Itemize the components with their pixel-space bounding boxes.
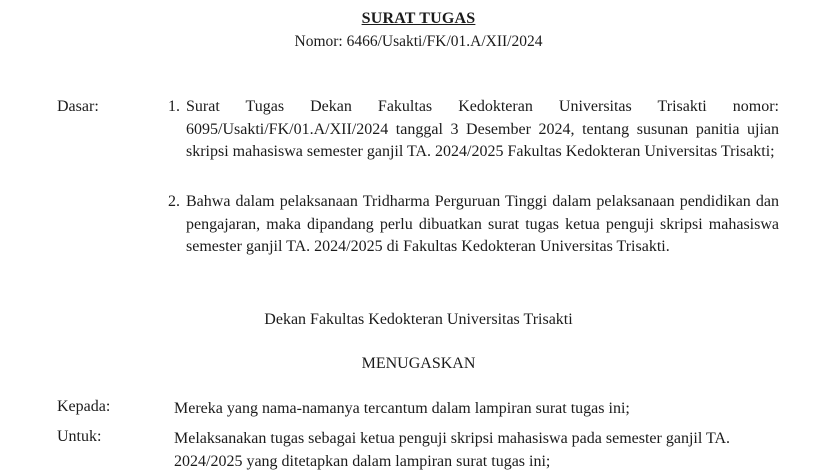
untuk-label: Untuk:	[57, 428, 102, 445]
untuk-text: Melaksanakan tugas sebagai ketua penguji skripsi mahasiswa pada semester ganjil TA. 2024/2025 yang ditetapkan dalam lampiran surat tugas ini;	[174, 430, 731, 470]
dasar-item-2-text: Bahwa dalam pelaksanaan Tridharma Perguruan Tinggi dalam pelaksanaan pendidikan dan pengajaran, maka dipandang perlu dibuatkan surat tugas ketua penguji skripsi mahasiswa semester ganjil TA. 2024/2025 di Fakultas Kedokteran Universitas Trisakti.	[186, 193, 779, 255]
menugaskan-heading: MENUGASKAN	[361, 355, 476, 372]
document-number: Nomor: 6466/Usakti/FK/01.A/XII/2024	[294, 33, 543, 50]
dasar-item-1-text: Surat Tugas Dekan Fakultas Kedokteran Universitas Trisakti nomor: 6095/Usakti/FK/01.A/XII/2024 tanggal 3 Desember 2024, tentang susunan panitia ujian skripsi mahasiswa semester ganjil TA. 2024/2025 Fakultas Kedokteran Universitas Trisakti;	[186, 98, 779, 160]
dasar-item-2-number: 2.	[168, 193, 180, 210]
kepada-label: Kepada:	[57, 398, 111, 415]
dasar-label: Dasar:	[57, 98, 99, 115]
kepada-text: Mereka yang nama-namanya tercantum dalam lampiran surat tugas ini;	[174, 400, 630, 417]
document-title: SURAT TUGAS	[361, 10, 476, 27]
dasar-item-1-number: 1.	[168, 98, 180, 115]
issuer-line: Dekan Fakultas Kedokteran Universitas Trisakti	[264, 311, 573, 328]
